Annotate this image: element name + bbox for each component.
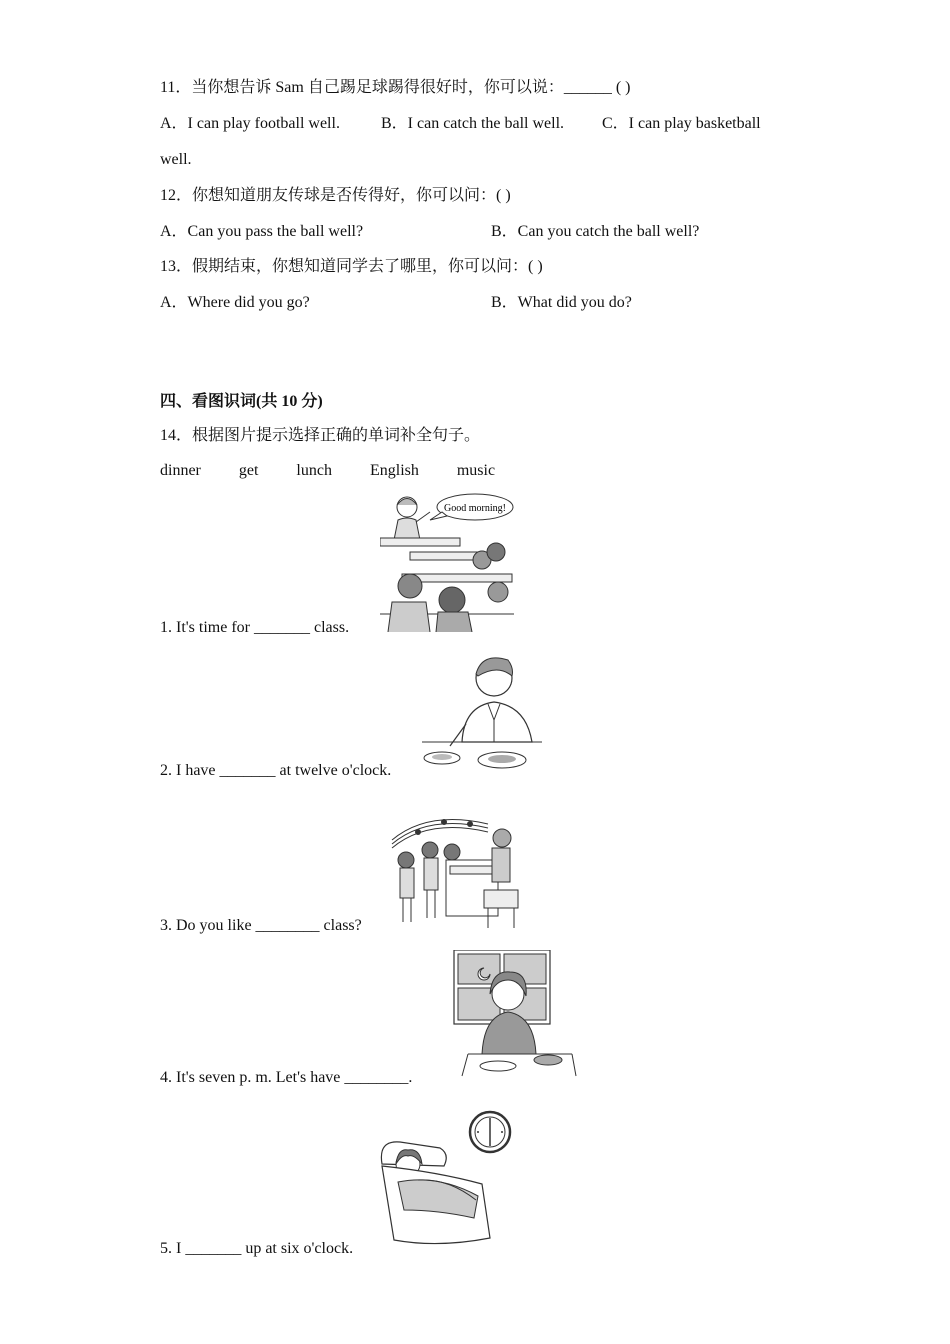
q14-stem: 14．根据图片提示选择正确的单词补全句子。: [160, 427, 481, 444]
q11-option-c-continued: well.: [160, 151, 192, 168]
q13-stem: 13．假期结束，你想知道同学去了哪里，你可以问：( ): [160, 258, 543, 275]
q11-option-b: B．I can catch the ball well.: [381, 115, 565, 132]
q13-option-b: B．What did you do?: [491, 294, 632, 311]
word-bank-item: lunch: [296, 462, 332, 479]
sentence-1: 1. It's time for _______ class.: [160, 619, 350, 636]
music-class-illustration: [388, 810, 520, 934]
sentence-5: 5. I _______ up at six o'clock.: [160, 1240, 354, 1257]
speech-bubble-text: Good morning!: [444, 503, 506, 514]
q12-stem: 12．你想知道朋友传球是否传得好，你可以问：( ): [160, 187, 511, 204]
word-bank-item: dinner: [160, 462, 201, 479]
q12-option-b: B．Can you catch the ball well?: [491, 223, 700, 240]
lunch-illustration: [422, 650, 542, 770]
q11-stem: 11．当你想告诉 Sam 自己踢足球踢得很好时，你可以说：______ ( ): [160, 79, 631, 96]
word-bank-item: get: [238, 462, 259, 479]
word-bank-item: music: [456, 462, 496, 479]
wake-up-illustration: [378, 1110, 516, 1250]
sentence-4: 4. It's seven p. m. Let's have ________.: [160, 1069, 413, 1086]
q11-option-a: A．I can play football well.: [160, 115, 340, 132]
word-bank-item: English: [369, 462, 419, 479]
word-bank: [160, 461, 529, 481]
sentence-2: 2. I have _______ at twelve o'clock.: [160, 762, 392, 779]
sentence-3: 3. Do you like ________ class?: [160, 917, 362, 934]
classroom-illustration: [380, 490, 514, 632]
dinner-illustration: [452, 950, 580, 1080]
q13-option-a: A．Where did you go?: [160, 294, 310, 311]
q11-option-c: C．I can play basketball: [602, 115, 761, 132]
section-heading: 四、看图识词(共 10 分): [160, 393, 323, 410]
q12-option-a: A．Can you pass the ball well?: [160, 223, 364, 240]
